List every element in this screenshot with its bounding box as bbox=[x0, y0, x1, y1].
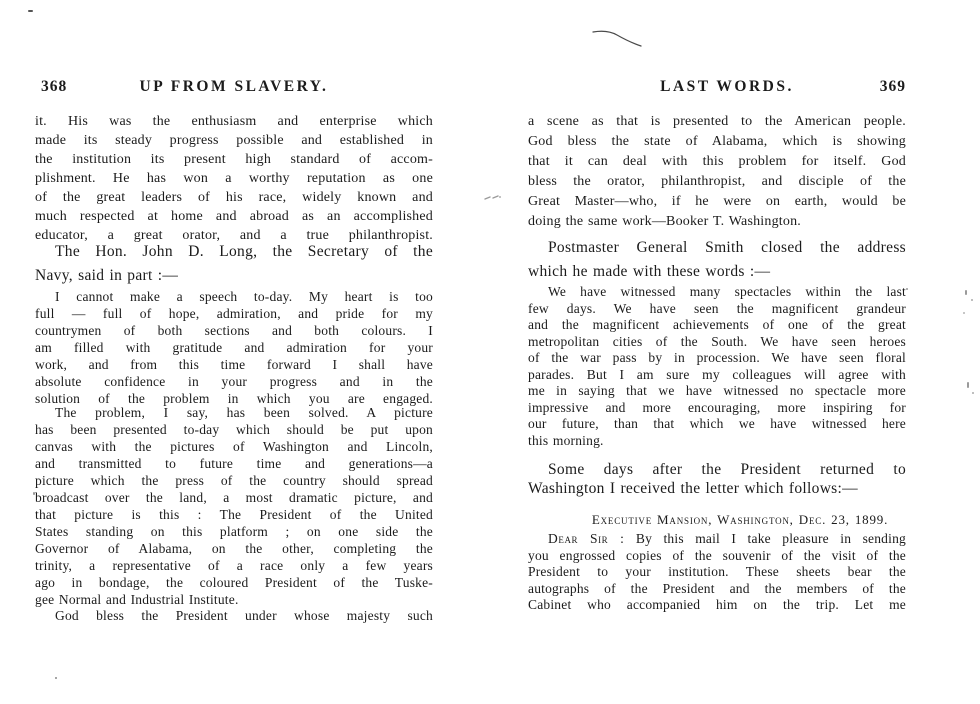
paragraph-letter-introduction bbox=[528, 460, 906, 498]
text-line: Governor of Alabama, on the other, completing the bbox=[35, 541, 433, 556]
text-line: absolute confidence in your progress and in the bbox=[35, 374, 433, 389]
text-line: I cannot make a speech to-day. My heart is too bbox=[55, 289, 433, 304]
text-line: Postmaster General Smith closed the address bbox=[548, 239, 906, 256]
text-line: picture which the press of the country should spread bbox=[35, 473, 433, 488]
text-line: and transmitted to future time and generations—a bbox=[35, 456, 433, 471]
text-line: full — full of hope, admiration, and pride for my bbox=[35, 306, 433, 321]
gutter-smudge-artifact bbox=[483, 192, 503, 202]
text-line: bless the orator, philanthropist, and disciple of the bbox=[528, 174, 906, 189]
right-page-header bbox=[528, 78, 906, 98]
dust-speck-icon bbox=[906, 288, 908, 290]
right-running-title: LAST WORDS. bbox=[660, 78, 794, 95]
text-line: doing the same work—Booker T. Washington. bbox=[528, 214, 801, 229]
text-line: the institution its present high standard of accom- bbox=[35, 152, 433, 167]
text-line: a scene as that is presented to the American people. bbox=[528, 114, 906, 129]
text-line: broadcast over the land, a most dramatic picture, and bbox=[35, 490, 433, 505]
text-line: trinity, a representative of a race only a few years bbox=[35, 558, 433, 573]
text-line: We have witnessed many spectacles within the last bbox=[548, 284, 906, 299]
left-page bbox=[35, 0, 433, 704]
text-line: The Hon. John D. Long, the Secretary of the bbox=[55, 243, 433, 260]
letter-salutation: Dear Sir : bbox=[548, 531, 625, 546]
paragraph-long-speech-1 bbox=[35, 288, 433, 407]
paragraph-letter-body bbox=[528, 531, 906, 614]
text-line: it. His was the enthusiasm and enterprise which bbox=[35, 114, 433, 129]
text-line: God bless the President under whose majesty such bbox=[55, 608, 433, 623]
text-line: autographs of the President and the members of the bbox=[528, 580, 906, 596]
right-page bbox=[528, 0, 906, 704]
text-line: that it can deal with this problem for itself. God bbox=[528, 154, 906, 169]
text-line: Navy, said in part :— bbox=[35, 267, 179, 284]
dust-speck-icon bbox=[28, 10, 33, 12]
text-line: Washington I received the letter which follows:— bbox=[528, 480, 858, 497]
text-line: made its steady progress possible and established in bbox=[35, 133, 433, 148]
text-line: much respected at home and abroad as an accomplished bbox=[35, 209, 433, 224]
text-line: States standing on this platform ; on one side the bbox=[35, 524, 433, 539]
text-line: of the great leaders of his race, widely known and bbox=[35, 190, 433, 205]
text-line: impressive and more encouraging, more inspiring for bbox=[528, 399, 906, 415]
text-line: ago in bondage, the coloured President of the Tuske- bbox=[35, 575, 433, 590]
dust-speck-icon bbox=[965, 290, 967, 295]
text-line: am filled with gratitude and admiration for your bbox=[35, 340, 433, 355]
paragraph-smith-speech bbox=[528, 284, 906, 449]
paragraph-long-introduction bbox=[35, 240, 433, 288]
paragraph-letter-dateline bbox=[528, 512, 906, 528]
text-line: has been presented to-day which should be put upon bbox=[35, 422, 433, 437]
text-line: plishment. He has won a worthy reputation as one bbox=[35, 171, 433, 186]
dust-speck-icon bbox=[963, 312, 965, 314]
dust-speck-icon bbox=[972, 392, 974, 394]
text-line: which he made with these words :— bbox=[528, 263, 771, 280]
text-line: me in saying that we have witnessed no spectacle more bbox=[528, 383, 906, 398]
paragraph-long-speech-conclusion bbox=[528, 112, 906, 232]
text-line: Dear Sir : By this mail I take pleasure in sending bbox=[548, 531, 906, 546]
text-line: you engrossed copies of the souvenir of the visit of the bbox=[528, 547, 906, 563]
paragraph-enthusiasm bbox=[35, 112, 433, 245]
text-line: work, and from this time forward I shall have bbox=[35, 357, 433, 372]
text-line: Some days after the President returned to bbox=[548, 461, 906, 478]
text-line: our future, than that which we have witnessed here bbox=[528, 416, 906, 431]
dust-speck-icon bbox=[971, 299, 973, 301]
paragraph-long-speech-3 bbox=[35, 607, 433, 624]
text-line: countrymen of both sections and both colours. I bbox=[35, 323, 433, 338]
text-line: of the war pass by in procession. We have seen floral bbox=[528, 350, 906, 365]
text-line: educator, a great orator, and a true philanthropist. bbox=[35, 228, 433, 243]
text-line: parades. But I am sure my colleagues will agree with bbox=[528, 366, 906, 382]
text-line: Great Master—who, if he were on earth, would be bbox=[528, 194, 906, 209]
text-line: few days. We have seen the magnificent grandeur bbox=[528, 300, 906, 316]
right-page-number: 369 bbox=[879, 78, 906, 95]
text-line: gee Normal and Industrial Institute. bbox=[35, 592, 239, 607]
text-line: and the magnificent achievements of one of the great bbox=[528, 317, 906, 332]
left-page-number: 368 bbox=[41, 78, 68, 95]
text-line: canvas with the pictures of Washington and Lincoln, bbox=[35, 439, 433, 454]
text-line: The problem, I say, has been solved. A picture bbox=[55, 405, 433, 420]
paragraph-smith-introduction bbox=[528, 236, 906, 284]
left-page-header bbox=[35, 78, 433, 98]
text-line: President to your institution. These sheets bear the bbox=[528, 564, 906, 579]
text-line: solution of the problem in which you are engaged. bbox=[35, 391, 433, 406]
dust-speck-icon bbox=[967, 382, 969, 388]
text-line: Cabinet who accompanied him on the trip. Let me bbox=[528, 597, 906, 612]
left-running-title: UP FROM SLAVERY. bbox=[139, 78, 329, 95]
text-line: God bless the state of Alabama, which is showing bbox=[528, 134, 906, 149]
text-line: this morning. bbox=[528, 432, 604, 448]
text-line: Executive Mansion, Washington, Dec. 23, 1899. bbox=[591, 512, 889, 527]
paragraph-long-speech-2 bbox=[35, 404, 433, 608]
text-line: metropolitan cities of the South. We have seen heroes bbox=[528, 333, 906, 349]
text-line: that picture is this : The President of the United bbox=[35, 507, 433, 522]
